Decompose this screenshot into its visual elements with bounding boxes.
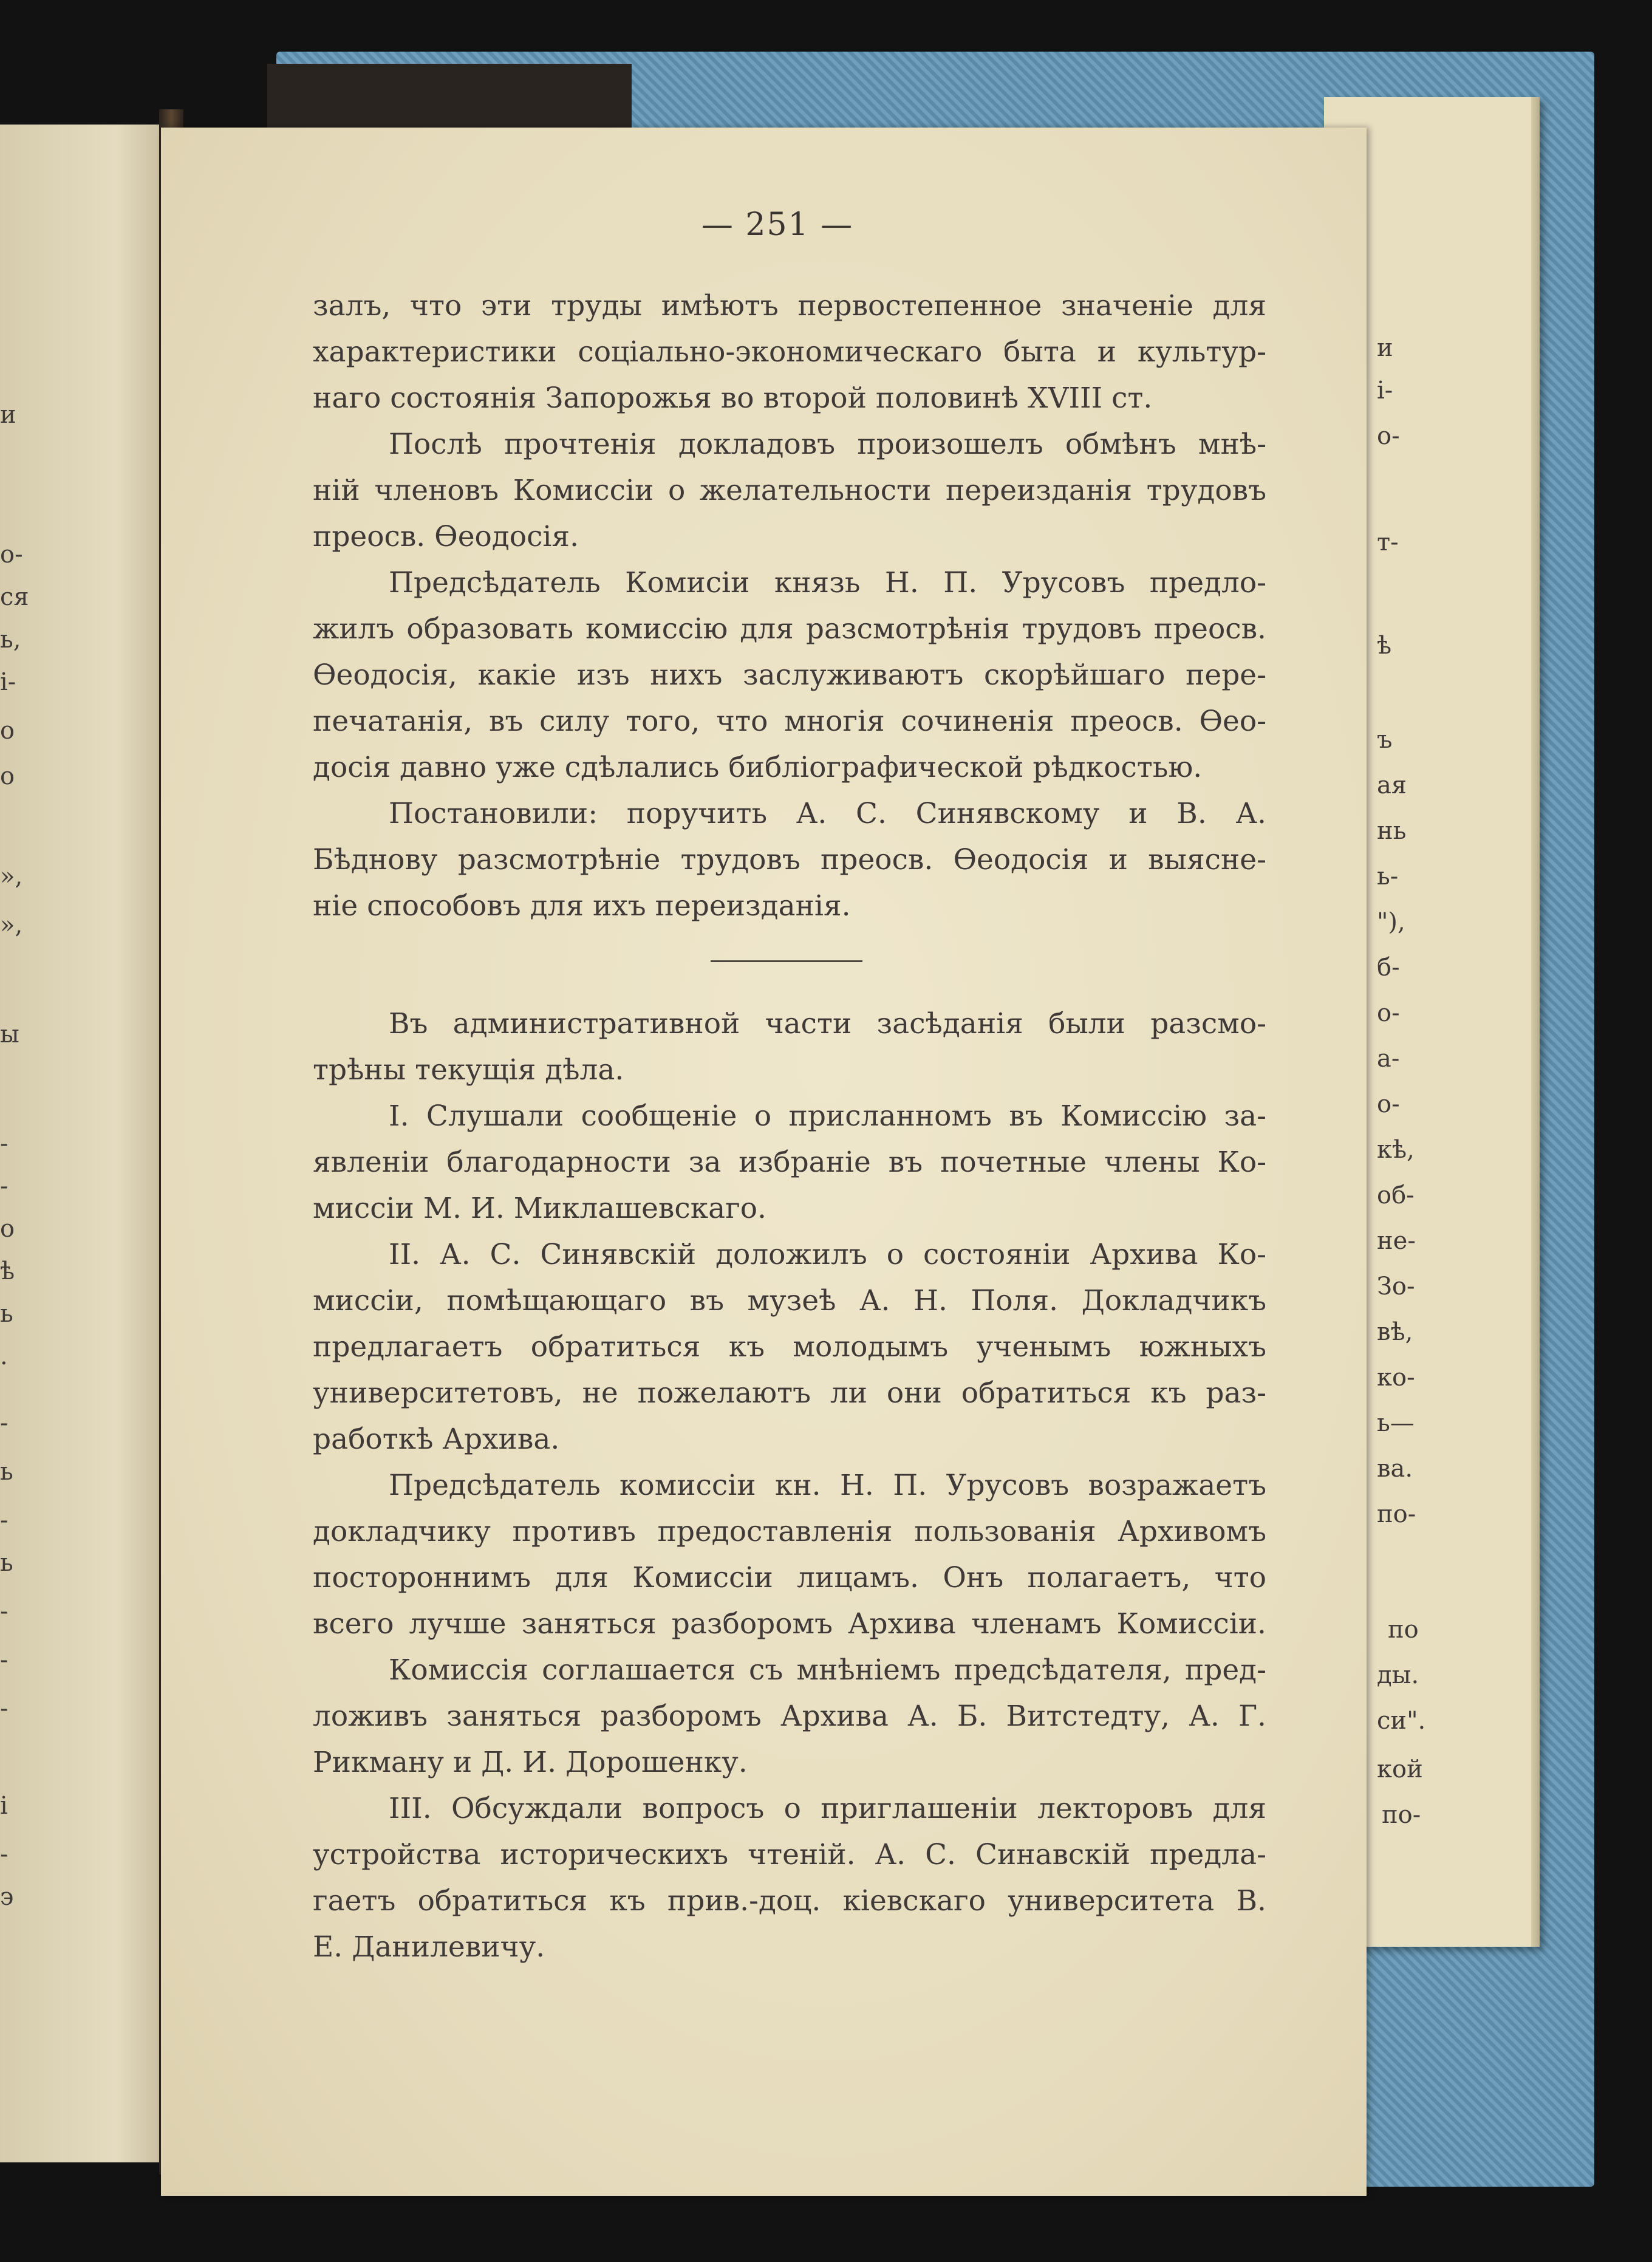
text-line: досія давно уже сдѣлались библіографической рѣдкостью. (313, 751, 1203, 784)
left-fragment: », (0, 863, 23, 890)
text-line: Постановили: поручить А. С. Синявскому и В. А. (389, 797, 1266, 830)
text-line: ніе способовъ для ихъ переизданія. (313, 889, 851, 923)
text-line: ній членовъ Комиссіи о желательности переизданія трудовъ (313, 474, 1266, 507)
text-line: устройства историческихъ чтеній. А. С. Синавскій предла- (313, 1838, 1266, 1871)
right-fragment: ь- (1377, 863, 1399, 890)
text-line: всего лучше заняться разборомъ Архива членамъ Комиссіи. (313, 1607, 1266, 1641)
right-fragment: о- (1377, 999, 1400, 1027)
right-fragment: и (1377, 334, 1393, 362)
left-fragment: ѣ (0, 1257, 15, 1285)
right-fragment: і- (1377, 377, 1393, 405)
text-line: миссіи, помѣщающаго въ музеѣ А. Н. Поля. Докладчикъ (313, 1284, 1266, 1317)
text-line: преосв. Ѳеодосія. (313, 520, 579, 553)
right-fragment: ѣ (1377, 632, 1392, 660)
text-line: III. Обсуждали вопросъ о приглашеніи лекторовъ для (389, 1792, 1266, 1825)
left-fragment: », (0, 911, 23, 939)
right-fragment: о- (1377, 1090, 1400, 1118)
right-fragment: по- (1377, 1500, 1416, 1528)
text-line: постороннимъ для Комиссіи лицамъ. Онъ полагаетъ, что (313, 1561, 1266, 1594)
right-fragment: ко- (1377, 1364, 1415, 1392)
right-fragment: т- (1377, 528, 1399, 556)
left-fragment: - (0, 1172, 9, 1200)
right-fragment: вѣ, (1377, 1318, 1413, 1346)
left-fragment: і- (0, 668, 16, 696)
text-line: работкѣ Архива. (313, 1423, 560, 1456)
left-fragment: - (0, 1409, 9, 1437)
right-fragment: си". (1377, 1707, 1426, 1735)
text-line: университетовъ, не пожелаютъ ли они обратиться къ раз- (313, 1376, 1266, 1410)
text-line: миссіи М. И. Миклашевскаго. (313, 1192, 766, 1225)
section-divider (711, 960, 862, 962)
right-fragment: б- (1377, 954, 1400, 982)
left-margin-fragments (0, 0, 159, 2262)
left-fragment: о- (0, 541, 23, 569)
text-line: Ѳеодосія, какіе изъ нихъ заслуживаютъ скорѣйшаго пере- (313, 658, 1266, 692)
right-fragment: ъ (1377, 726, 1393, 754)
left-fragment: ь (0, 1458, 13, 1486)
right-fragment: кѣ, (1377, 1136, 1415, 1164)
text-line: наго состоянія Запорожья во второй половинѣ XVIII ст. (313, 381, 1153, 415)
right-fragment: по (1388, 1616, 1419, 1644)
text-line: II. А. С. Синявскій доложилъ о состояніи Архива Ко- (389, 1238, 1266, 1271)
right-fragment: нь (1377, 817, 1407, 845)
right-fragment: Зо- (1377, 1273, 1415, 1300)
text-line: трѣны текущія дѣла. (313, 1053, 624, 1087)
left-fragment: - (0, 1840, 9, 1868)
right-fragment: ая (1377, 771, 1407, 799)
right-fragment: об- (1377, 1181, 1415, 1209)
right-margin-fragments (1376, 0, 1521, 2262)
text-line: ложивъ заняться разборомъ Архива А. Б. Витстедту, А. Г. (313, 1700, 1266, 1733)
text-line: залъ, что эти труды имѣютъ первостепенное значеніе для (313, 289, 1266, 323)
text-line: явленіи благодарности за избраніе въ почетные члены Ко- (313, 1146, 1266, 1179)
text-line: Бѣднову разсмотрѣніе трудовъ преосв. Ѳеодосія и выясне- (313, 843, 1266, 876)
left-fragment: ь, (0, 626, 21, 654)
right-fragment: не- (1377, 1227, 1416, 1255)
text-line: гаетъ обратиться къ прив.-доц. кіевскаго университета В. (313, 1884, 1266, 1918)
left-fragment: э (0, 1883, 14, 1911)
left-fragment: о (0, 717, 15, 745)
page-number: — 251 — (701, 207, 854, 243)
text-line: печатанія, въ силу того, что многія сочиненія преосв. Ѳео- (313, 705, 1266, 738)
left-fragment: . (0, 1342, 8, 1370)
right-fragment: ды. (1377, 1661, 1419, 1689)
left-fragment: о (0, 762, 15, 790)
left-fragment: ь (0, 1549, 13, 1577)
left-fragment: ся (0, 583, 29, 611)
text-line: Предсѣдатель Комисіи князь Н. П. Урусовъ предло- (389, 566, 1266, 600)
left-fragment: - (0, 1506, 9, 1534)
left-fragment: і (0, 1792, 8, 1820)
left-fragment: ь (0, 1300, 13, 1328)
text-line: характеристики соціально-экономическаго быта и культур- (313, 335, 1266, 369)
text-line: Предсѣдатель комиссіи кн. Н. П. Урусовъ возражаетъ (389, 1469, 1266, 1502)
right-fragment: по- (1382, 1801, 1421, 1829)
left-fragment: и (0, 401, 16, 429)
dark-binding-board (267, 64, 632, 137)
right-fragment: а- (1377, 1045, 1400, 1073)
right-fragment: ь— (1377, 1409, 1415, 1437)
text-line: Комиссія соглашается съ мнѣніемъ предсѣдателя, пред- (389, 1653, 1266, 1687)
text-line: жилъ образовать комиссію для разсмотрѣнія трудовъ преосв. (313, 612, 1266, 646)
underlying-page-edge (1531, 97, 1540, 1947)
text-line: Е. Данилевичу. (313, 1930, 545, 1964)
right-fragment: о- (1377, 422, 1400, 450)
text-line: предлагаетъ обратиться къ молодымъ ученымъ южныхъ (313, 1330, 1266, 1364)
text-line: I. Слушали сообщеніе о присланномъ въ Комиссію за- (389, 1099, 1266, 1133)
left-fragment: - (0, 1130, 9, 1158)
right-fragment: кой (1377, 1755, 1423, 1783)
left-fragment: - (0, 1597, 9, 1625)
left-fragment: - (0, 1695, 9, 1723)
text-line: Послѣ прочтенія докладовъ произошелъ обмѣнъ мнѣ- (389, 428, 1266, 461)
text-line: Рикману и Д. И. Дорошенку. (313, 1746, 748, 1779)
right-fragment: ва. (1377, 1455, 1413, 1483)
text-line: Въ административной части засѣданія были разсмо- (389, 1007, 1266, 1040)
left-fragment: - (0, 1646, 9, 1674)
text-line: докладчику противъ предоставленія пользованія Архивомъ (313, 1515, 1266, 1548)
right-fragment: "), (1377, 908, 1405, 936)
left-fragment: о (0, 1215, 15, 1243)
left-fragment: ы (0, 1020, 19, 1048)
